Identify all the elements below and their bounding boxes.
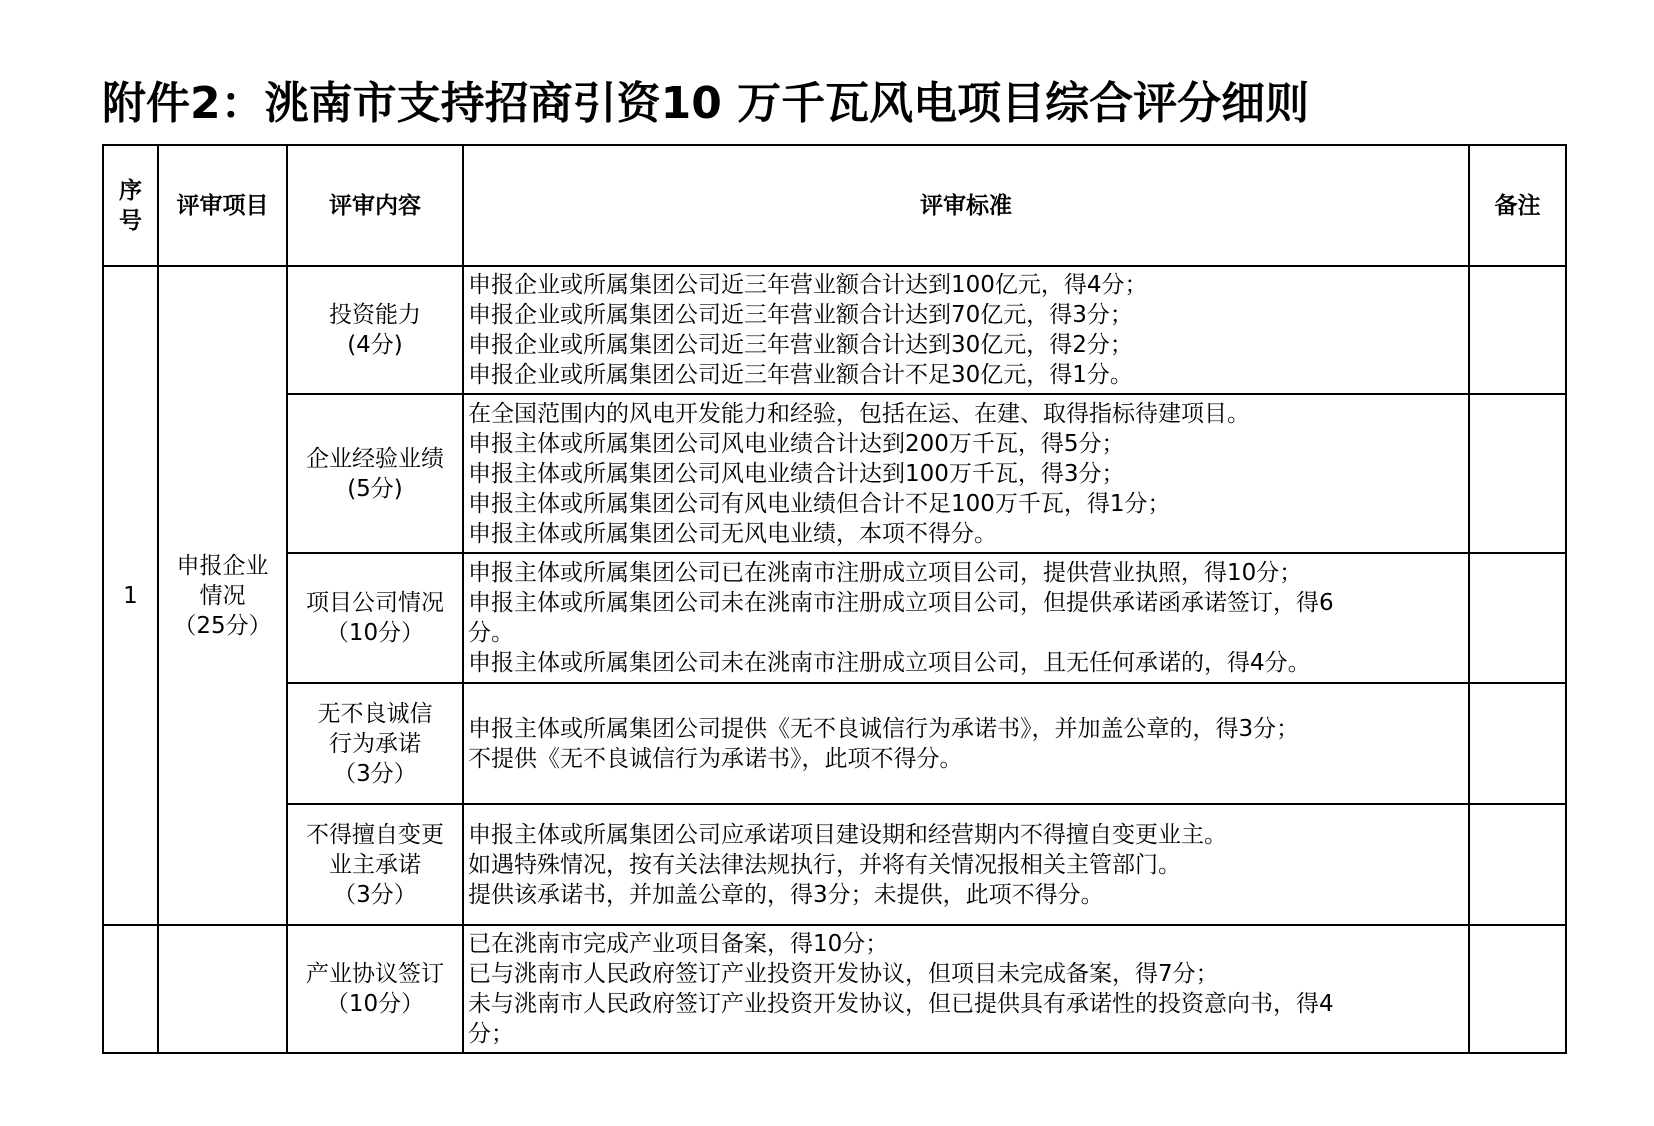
content-cell xyxy=(287,394,463,553)
criteria-line: 未与洮南市人民政府签订产业投资开发协议，但已提供具有承诺性的投资意向书，得4 xyxy=(468,991,1334,1017)
content-cell xyxy=(287,683,463,804)
criteria-line: 申报主体或所属集团公司有风电业绩但合计不足100万千瓦，得1分； xyxy=(468,490,1171,517)
content-cell xyxy=(287,804,463,925)
content-cell xyxy=(287,553,463,683)
content-line: （3分） xyxy=(333,760,417,787)
scoring-table xyxy=(102,144,1567,1054)
criteria-line: 提供该承诺书，并加盖公章的，得3分；未提供，此项不得分。 xyxy=(468,881,1104,908)
content-line: （10分） xyxy=(325,620,425,646)
seq-cell: 1 xyxy=(103,266,158,925)
content-line: （10分） xyxy=(325,991,425,1017)
header-seq-line-1: 序 xyxy=(119,177,142,204)
item-cell xyxy=(158,925,287,1053)
table-row xyxy=(103,266,1566,394)
criteria-line: 已与洮南市人民政府签订产业投资开发协议，但项目未完成备案，得7分； xyxy=(468,961,1219,987)
criteria-cell xyxy=(463,394,1469,553)
item-line: 申报企业 xyxy=(176,552,269,579)
table-row xyxy=(103,394,1566,553)
content-line: (5分) xyxy=(347,475,403,502)
content-cell xyxy=(287,925,463,1053)
item-line: （25分） xyxy=(173,612,272,639)
content-line: 业主承诺 xyxy=(329,851,421,878)
item-cell xyxy=(158,266,287,925)
table-row xyxy=(103,553,1566,683)
criteria-cell xyxy=(463,266,1469,394)
criteria-line: 申报主体或所属集团公司风电业绩合计达到100万千瓦，得3分； xyxy=(468,460,1125,487)
remark-cell xyxy=(1469,553,1566,683)
table-row xyxy=(103,683,1566,804)
criteria-line: 申报企业或所属集团公司近三年营业额合计达到30亿元，得2分； xyxy=(468,332,1133,358)
table-row xyxy=(103,925,1566,1053)
header-criteria: 评审标准 xyxy=(463,145,1469,266)
criteria-line: 申报主体或所属集团公司未在洮南市注册成立项目公司，但提供承诺函承诺签订，得6 xyxy=(468,590,1334,616)
criteria-line: 不提供《无不良诚信行为承诺书》，此项不得分。 xyxy=(468,745,963,772)
content-line: 企业经验业绩 xyxy=(306,445,444,472)
header-content: 评审内容 xyxy=(287,145,463,266)
criteria-line: 申报主体或所属集团公司已在洮南市注册成立项目公司，提供营业执照，得10分； xyxy=(468,560,1303,586)
criteria-line: 如遇特殊情况，按有关法律法规执行，并将有关情况报相关主管部门。 xyxy=(468,851,1181,878)
criteria-cell xyxy=(463,804,1469,925)
criteria-line: 申报主体或所属集团公司风电业绩合计达到200万千瓦，得5分； xyxy=(468,430,1125,457)
seq-cell xyxy=(103,925,158,1053)
criteria-line: 分； xyxy=(468,1021,514,1047)
content-line: 投资能力 xyxy=(329,302,421,328)
content-line: 不得擅自变更 xyxy=(306,821,444,848)
content-line: (4分) xyxy=(347,332,403,358)
header-remark: 备注 xyxy=(1469,145,1566,266)
criteria-line: 申报主体或所属集团公司应承诺项目建设期和经营期内不得擅自变更业主。 xyxy=(468,821,1227,848)
criteria-line: 分。 xyxy=(468,620,514,646)
criteria-line: 申报主体或所属集团公司无风电业绩，本项不得分。 xyxy=(468,520,997,547)
header-seq xyxy=(103,145,158,266)
content-line: （3分） xyxy=(333,881,417,908)
remark-cell xyxy=(1469,925,1566,1053)
criteria-line: 在全国范围内的风电开发能力和经验，包括在运、在建、取得指标待建项目。 xyxy=(468,400,1250,427)
criteria-cell xyxy=(463,553,1469,683)
header-seq-line-2: 号 xyxy=(119,207,142,234)
header-item: 评审项目 xyxy=(158,145,287,266)
criteria-line: 申报企业或所属集团公司近三年营业额合计不足30亿元，得1分。 xyxy=(468,362,1133,388)
remark-cell xyxy=(1469,394,1566,553)
content-line: 项目公司情况 xyxy=(306,590,444,616)
remark-cell xyxy=(1469,683,1566,804)
table-header-row xyxy=(103,145,1566,266)
content-line: 行为承诺 xyxy=(329,730,421,757)
criteria-line: 申报企业或所属集团公司近三年营业额合计达到70亿元，得3分； xyxy=(468,302,1133,328)
remark-cell xyxy=(1469,804,1566,925)
content-cell xyxy=(287,266,463,394)
criteria-line: 申报主体或所属集团公司未在洮南市注册成立项目公司，且无任何承诺的，得4分。 xyxy=(468,650,1311,676)
criteria-cell xyxy=(463,683,1469,804)
content-line: 无不良诚信 xyxy=(317,700,433,727)
page-title: 附件2：洮南市支持招商引资10 万千瓦风电项目综合评分细则 xyxy=(102,78,1310,129)
criteria-line: 已在洮南市完成产业项目备案，得10分； xyxy=(468,931,889,957)
item-line: 情况 xyxy=(199,582,246,609)
content-line: 产业协议签订 xyxy=(306,961,444,987)
remark-cell xyxy=(1469,266,1566,394)
table-row xyxy=(103,804,1566,925)
criteria-cell xyxy=(463,925,1469,1053)
criteria-line: 申报企业或所属集团公司近三年营业额合计达到100亿元，得4分； xyxy=(468,272,1148,298)
criteria-line: 申报主体或所属集团公司提供《无不良诚信行为承诺书》，并加盖公章的，得3分； xyxy=(468,715,1300,742)
